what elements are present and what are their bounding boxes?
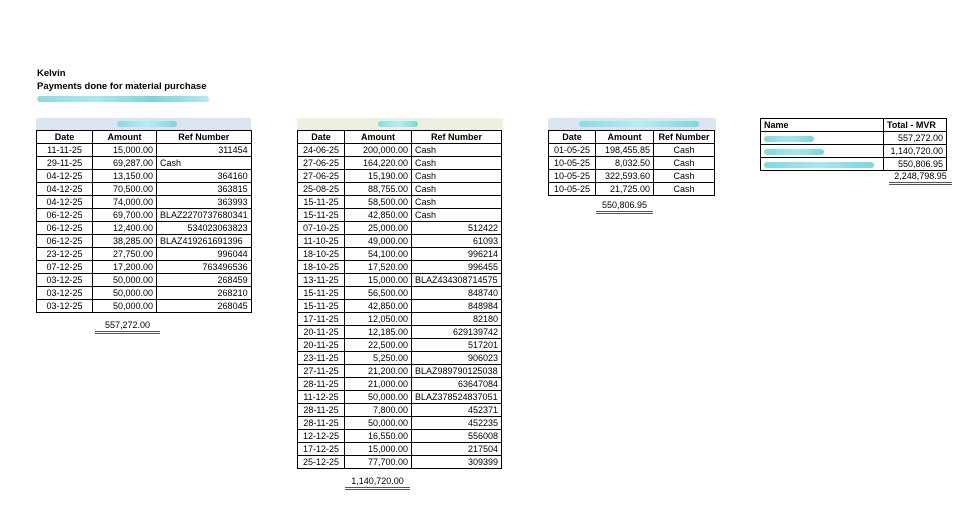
grand-total: 2,248,798.95 xyxy=(889,171,952,185)
date-cell: 18-10-25 xyxy=(298,248,345,261)
ref-number-cell: 452235 xyxy=(412,417,502,430)
column-header: Name xyxy=(761,119,884,132)
table-row xyxy=(298,456,502,469)
ref-number-cell: Cash xyxy=(654,144,715,157)
amount-cell: 70,500.00 xyxy=(93,183,157,196)
payments-table-2 xyxy=(297,118,503,486)
date-cell: 04-12-25 xyxy=(37,196,93,209)
ref-number-cell: 512422 xyxy=(412,222,502,235)
table-2-total: 1,140,720.00 xyxy=(345,476,410,490)
amount-cell: 15,000.00 xyxy=(93,144,157,157)
table-row xyxy=(298,222,502,235)
amount-cell: 27,750.00 xyxy=(93,248,157,261)
table-3-total: 550,806.95 xyxy=(596,200,653,214)
column-header: Date xyxy=(549,131,596,144)
redacted-name-cell xyxy=(761,132,884,145)
ref-number-cell: 996044 xyxy=(157,248,252,261)
table-row xyxy=(298,404,502,417)
table-row xyxy=(298,378,502,391)
summary-table xyxy=(760,118,947,181)
date-cell: 06-12-25 xyxy=(37,235,93,248)
column-header: Amount xyxy=(93,131,157,144)
amount-cell: 12,400.00 xyxy=(93,222,157,235)
ref-number-cell: Cash xyxy=(412,157,502,170)
amount-cell: 50,000.00 xyxy=(93,274,157,287)
amount-cell: 74,000.00 xyxy=(93,196,157,209)
column-header: Date xyxy=(37,131,93,144)
date-cell: 11-11-25 xyxy=(37,144,93,157)
table-body xyxy=(298,144,502,469)
table-row xyxy=(298,235,502,248)
ref-number-cell: 848984 xyxy=(412,300,502,313)
date-cell: 25-08-25 xyxy=(298,183,345,196)
date-cell: 03-12-25 xyxy=(37,287,93,300)
date-cell: 17-12-25 xyxy=(298,443,345,456)
redacted-name-cell xyxy=(761,145,884,158)
table-header-row xyxy=(37,131,252,144)
redacted-name xyxy=(764,136,814,142)
ref-number-cell: 364160 xyxy=(157,170,252,183)
ref-number-cell: 363993 xyxy=(157,196,252,209)
redacted-supplier-name xyxy=(117,121,177,127)
ref-number-cell: 763496536 xyxy=(157,261,252,274)
column-header: Total - MVR xyxy=(884,119,947,132)
table-row xyxy=(37,287,252,300)
table-row xyxy=(298,248,502,261)
ref-number-cell: Cash xyxy=(412,170,502,183)
amount-cell: 15,000.00 xyxy=(345,274,412,287)
summary-row xyxy=(761,158,947,171)
ref-number-cell: Cash xyxy=(654,183,715,196)
date-cell: 24-06-25 xyxy=(298,144,345,157)
amount-cell: 12,050.00 xyxy=(345,313,412,326)
ref-number-cell: 629139742 xyxy=(412,326,502,339)
ref-number-cell: 996214 xyxy=(412,248,502,261)
date-cell: 28-11-25 xyxy=(298,404,345,417)
amount-cell: 15,000.00 xyxy=(345,443,412,456)
amount-cell: 69,287.00 xyxy=(93,157,157,170)
document-subtitle: Payments done for material purchase xyxy=(37,81,207,92)
date-cell: 17-11-25 xyxy=(298,313,345,326)
amount-cell: 13,150.00 xyxy=(93,170,157,183)
date-cell: 18-10-25 xyxy=(298,261,345,274)
ref-number-cell: Cash xyxy=(412,209,502,222)
date-cell: 10-05-25 xyxy=(549,170,596,183)
redacted-supplier-name xyxy=(579,121,699,127)
table-header-row xyxy=(298,131,502,144)
redacted-name xyxy=(764,149,824,155)
date-cell: 13-11-25 xyxy=(298,274,345,287)
redacted-name xyxy=(764,162,874,168)
amount-cell: 21,200.00 xyxy=(345,365,412,378)
date-cell: 23-11-25 xyxy=(298,352,345,365)
date-cell: 28-11-25 xyxy=(298,417,345,430)
ref-number-cell: 309399 xyxy=(412,456,502,469)
date-cell: 07-12-25 xyxy=(37,261,93,274)
ref-number-cell: 556008 xyxy=(412,430,502,443)
date-cell: 23-12-25 xyxy=(37,248,93,261)
date-cell: 07-10-25 xyxy=(298,222,345,235)
table-row xyxy=(37,196,252,209)
table-row xyxy=(37,157,252,170)
date-cell: 20-11-25 xyxy=(298,326,345,339)
table-row xyxy=(298,300,502,313)
payments-table-1 xyxy=(36,118,252,330)
date-cell: 27-06-25 xyxy=(298,170,345,183)
table-1-total: 557,272.00 xyxy=(95,320,160,334)
amount-cell: 15,190.00 xyxy=(345,170,412,183)
column-header: Ref Number xyxy=(654,131,715,144)
table-row xyxy=(298,209,502,222)
date-cell: 20-11-25 xyxy=(298,339,345,352)
ref-number-cell: BLAZ419261691396 xyxy=(157,235,252,248)
date-cell: 06-12-25 xyxy=(37,209,93,222)
table-row xyxy=(37,209,252,222)
table-row xyxy=(298,313,502,326)
amount-cell: 56,500.00 xyxy=(345,287,412,300)
table-row xyxy=(37,274,252,287)
column-header: Ref Number xyxy=(412,131,502,144)
table-3-banner xyxy=(548,118,716,130)
amount-cell: 50,000.00 xyxy=(93,300,157,313)
ref-number-cell: 63647084 xyxy=(412,378,502,391)
total-mvr-cell: 557,272.00 xyxy=(884,132,947,145)
ref-number-cell: BLAZ434308714575 xyxy=(412,274,502,287)
table-row xyxy=(37,261,252,274)
date-cell: 27-06-25 xyxy=(298,157,345,170)
amount-cell: 21,000.00 xyxy=(345,378,412,391)
amount-cell: 54,100.00 xyxy=(345,248,412,261)
ref-number-cell: Cash xyxy=(412,196,502,209)
table-header-row xyxy=(549,131,715,144)
ref-number-cell: 534023063823 xyxy=(157,222,252,235)
amount-cell: 322,593.60 xyxy=(596,170,654,183)
table-row xyxy=(298,170,502,183)
date-cell: 15-11-25 xyxy=(298,300,345,313)
amount-cell: 198,455.85 xyxy=(596,144,654,157)
table-row xyxy=(298,326,502,339)
ref-number-cell: Cash xyxy=(157,157,252,170)
column-header: Ref Number xyxy=(157,131,252,144)
amount-cell: 42,850.00 xyxy=(345,209,412,222)
table-row xyxy=(298,261,502,274)
column-header: Amount xyxy=(345,131,412,144)
table-row xyxy=(549,183,715,196)
amount-cell: 16,550.00 xyxy=(345,430,412,443)
table-row xyxy=(37,144,252,157)
payments-table-3 xyxy=(548,118,716,210)
amount-cell: 69,700.00 xyxy=(93,209,157,222)
column-header: Amount xyxy=(596,131,654,144)
date-cell: 27-11-25 xyxy=(298,365,345,378)
amount-cell: 12,185.00 xyxy=(345,326,412,339)
table-row xyxy=(37,248,252,261)
document-header xyxy=(37,67,209,102)
table-body xyxy=(37,144,252,313)
ref-number-cell: 268210 xyxy=(157,287,252,300)
client-name: Kelvin xyxy=(37,68,66,79)
table-row xyxy=(298,157,502,170)
amount-cell: 50,000.00 xyxy=(93,287,157,300)
date-cell: 10-05-25 xyxy=(549,157,596,170)
redacted-line xyxy=(37,96,209,102)
table-row xyxy=(298,183,502,196)
ref-number-cell: 311454 xyxy=(157,144,252,157)
table-row xyxy=(298,287,502,300)
ref-number-cell: 996455 xyxy=(412,261,502,274)
amount-cell: 49,000.00 xyxy=(345,235,412,248)
table-2-banner xyxy=(297,118,503,130)
table-1-banner xyxy=(36,118,251,130)
amount-cell: 25,000.00 xyxy=(345,222,412,235)
date-cell: 03-12-25 xyxy=(37,300,93,313)
date-cell: 15-11-25 xyxy=(298,287,345,300)
ref-number-cell: 217504 xyxy=(412,443,502,456)
date-cell: 01-05-25 xyxy=(549,144,596,157)
table-row xyxy=(298,391,502,404)
ref-number-cell: Cash xyxy=(412,144,502,157)
table-row xyxy=(298,196,502,209)
total-mvr-cell: 1,140,720.00 xyxy=(884,145,947,158)
date-cell: 15-11-25 xyxy=(298,196,345,209)
ref-number-cell: BLAZ378524837051 xyxy=(412,391,502,404)
amount-cell: 164,220.00 xyxy=(345,157,412,170)
table-row xyxy=(298,339,502,352)
amount-cell: 5,250.00 xyxy=(345,352,412,365)
ref-number-cell: BLAZ989790125038 xyxy=(412,365,502,378)
amount-cell: 22,500.00 xyxy=(345,339,412,352)
amount-cell: 7,800.00 xyxy=(345,404,412,417)
amount-cell: 21,725.00 xyxy=(596,183,654,196)
ref-number-cell: 452371 xyxy=(412,404,502,417)
amount-cell: 200,000.00 xyxy=(345,144,412,157)
ref-number-cell: Cash xyxy=(412,183,502,196)
column-header: Date xyxy=(298,131,345,144)
table-row xyxy=(37,222,252,235)
ref-number-cell: Cash xyxy=(654,170,715,183)
summary-body xyxy=(761,132,947,171)
ref-number-cell: 517201 xyxy=(412,339,502,352)
amount-cell: 50,000.00 xyxy=(345,417,412,430)
date-cell: 29-11-25 xyxy=(37,157,93,170)
amount-cell: 17,200.00 xyxy=(93,261,157,274)
date-cell: 15-11-25 xyxy=(298,209,345,222)
amount-cell: 50,000.00 xyxy=(345,391,412,404)
amount-cell: 77,700.00 xyxy=(345,456,412,469)
date-cell: 11-10-25 xyxy=(298,235,345,248)
date-cell: 25-12-25 xyxy=(298,456,345,469)
ref-number-cell: 61093 xyxy=(412,235,502,248)
table-row xyxy=(298,430,502,443)
ref-number-cell: 906023 xyxy=(412,352,502,365)
summary-header-row xyxy=(761,119,947,132)
table-row xyxy=(549,144,715,157)
date-cell: 04-12-25 xyxy=(37,170,93,183)
table-row xyxy=(37,235,252,248)
table-row xyxy=(298,443,502,456)
date-cell: 12-12-25 xyxy=(298,430,345,443)
date-cell: 10-05-25 xyxy=(549,183,596,196)
date-cell: 04-12-25 xyxy=(37,183,93,196)
date-cell: 03-12-25 xyxy=(37,274,93,287)
amount-cell: 88,755.00 xyxy=(345,183,412,196)
ref-number-cell: 268459 xyxy=(157,274,252,287)
table-row xyxy=(298,417,502,430)
summary-row xyxy=(761,132,947,145)
table-row xyxy=(37,170,252,183)
redacted-name-cell xyxy=(761,158,884,171)
amount-cell: 8,032.50 xyxy=(596,157,654,170)
amount-cell: 42,850.00 xyxy=(345,300,412,313)
ref-number-cell: BLAZ2270737680341 xyxy=(157,209,252,222)
date-cell: 28-11-25 xyxy=(298,378,345,391)
table-row xyxy=(298,144,502,157)
table-row xyxy=(298,365,502,378)
total-mvr-cell: 550,806.95 xyxy=(884,158,947,171)
amount-cell: 58,500.00 xyxy=(345,196,412,209)
table-row xyxy=(549,170,715,183)
ref-number-cell: Cash xyxy=(654,157,715,170)
date-cell: 06-12-25 xyxy=(37,222,93,235)
table-row xyxy=(298,274,502,287)
redacted-supplier-name xyxy=(378,121,418,127)
ref-number-cell: 848740 xyxy=(412,287,502,300)
table-row xyxy=(37,183,252,196)
ref-number-cell: 363815 xyxy=(157,183,252,196)
table-row xyxy=(37,300,252,313)
table-row xyxy=(298,352,502,365)
date-cell: 11-12-25 xyxy=(298,391,345,404)
ref-number-cell: 268045 xyxy=(157,300,252,313)
summary-row xyxy=(761,145,947,158)
ref-number-cell: 82180 xyxy=(412,313,502,326)
table-body xyxy=(549,144,715,196)
amount-cell: 38,285.00 xyxy=(93,235,157,248)
table-row xyxy=(549,157,715,170)
amount-cell: 17,520.00 xyxy=(345,261,412,274)
